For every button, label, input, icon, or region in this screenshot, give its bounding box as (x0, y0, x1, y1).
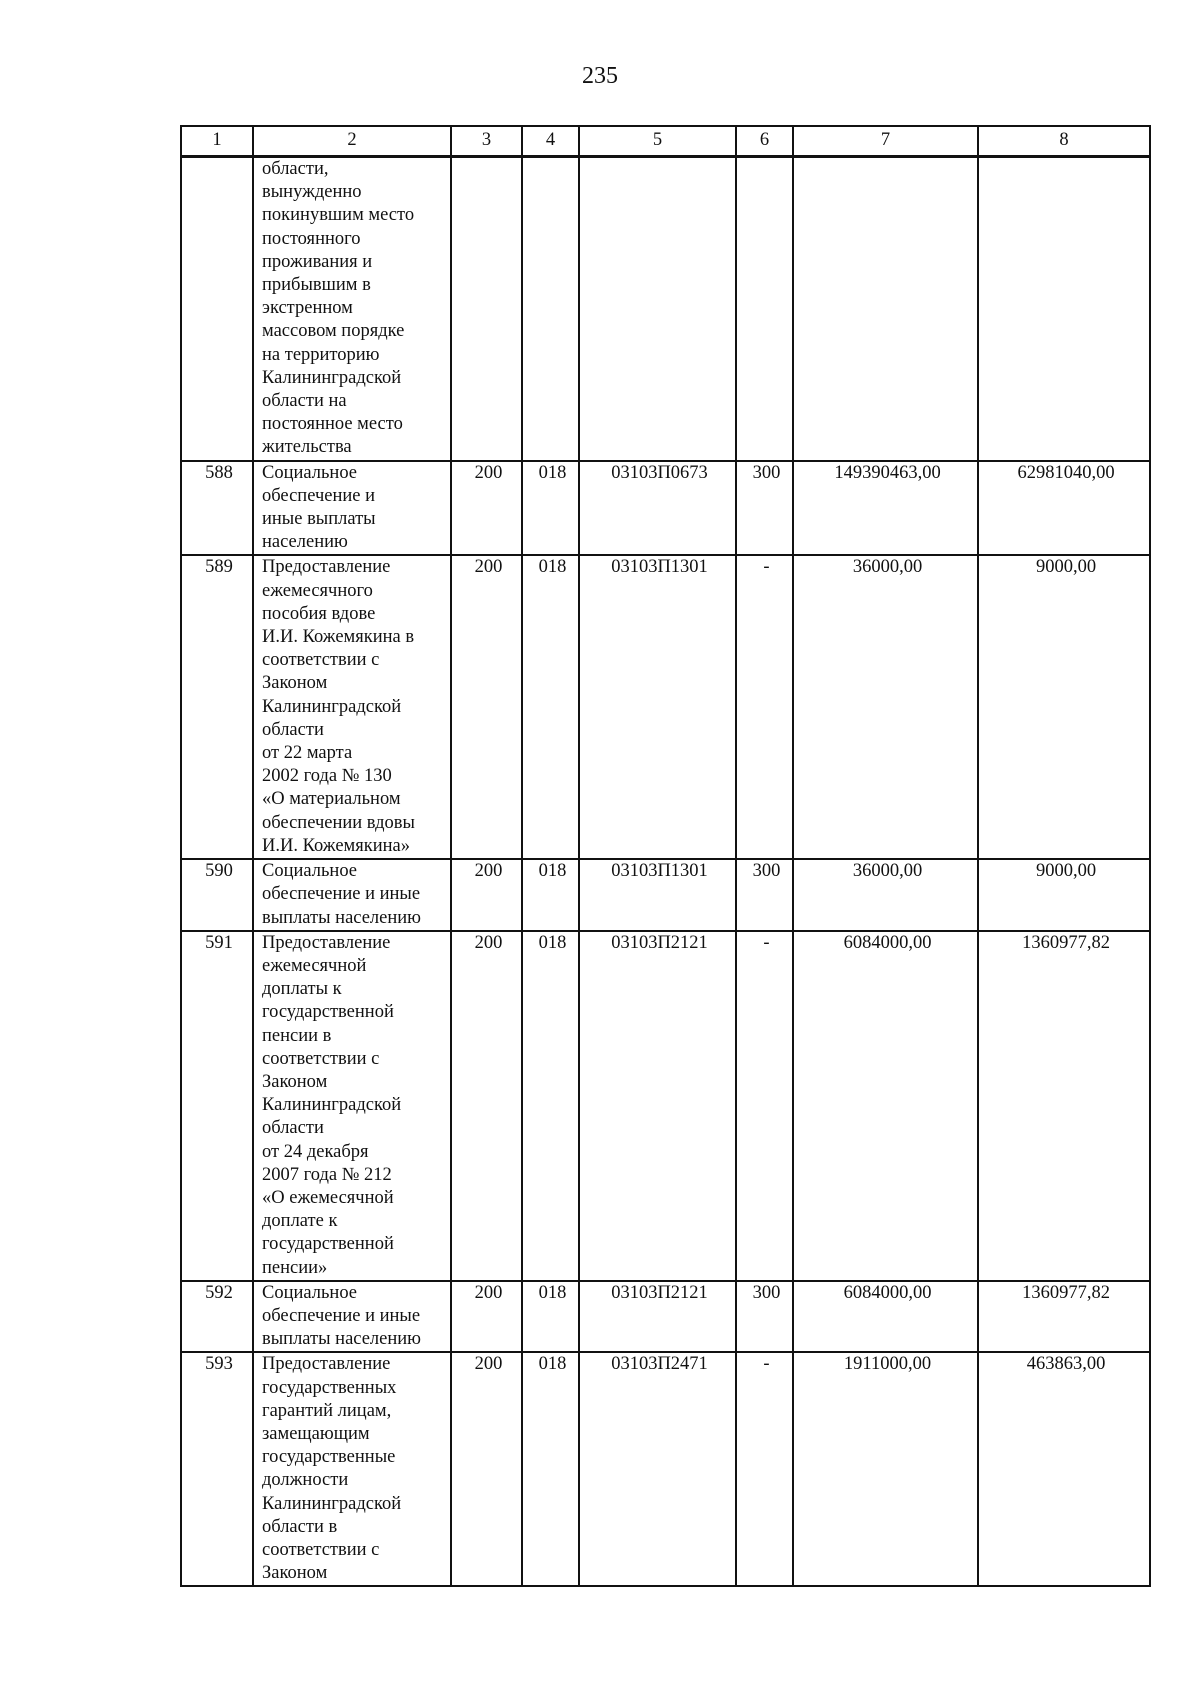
column-3-cell: 200 (451, 1352, 522, 1586)
column-6-cell: 300 (736, 1281, 793, 1353)
row-number-cell: 588 (181, 461, 253, 556)
column-3-cell: 200 (451, 555, 522, 859)
column-4-cell: 018 (522, 1352, 579, 1586)
column-8-amount-cell: 9000,00 (978, 859, 1150, 931)
column-number-header-row (181, 126, 1150, 157)
column-8-amount-cell: 463863,00 (978, 1352, 1150, 1586)
column-header: 2 (253, 126, 451, 157)
column-6-cell: - (736, 1352, 793, 1586)
column-header: 5 (579, 126, 736, 157)
item-name-cell: Предоставление ежемесячной доплаты к государственной пенсии в соответствии с Законом Калининградской области от 24 декабря 2007 года № 212 «О ежемесячной доплате к государственной пенсии» (253, 931, 451, 1281)
column-3-cell: 200 (451, 1281, 522, 1353)
row-number-cell: 589 (181, 555, 253, 859)
column-header: 1 (181, 126, 253, 157)
column-4-cell: 018 (522, 555, 579, 859)
column-5-cell: 03103П2121 (579, 1281, 736, 1353)
column-8-amount-cell: 9000,00 (978, 555, 1150, 859)
column-4-cell (522, 157, 579, 461)
column-3-cell: 200 (451, 931, 522, 1281)
column-header: 6 (736, 126, 793, 157)
column-4-cell: 018 (522, 931, 579, 1281)
row-number-cell: 591 (181, 931, 253, 1281)
column-header: 8 (978, 126, 1150, 157)
item-name-cell: Предоставление ежемесячного пособия вдове И.И. Кожемякина в соответствии с Законом Калининградской области от 22 марта 2002 года № 130 «О материальном обеспечении вдовы И.И. Кожемякина» (253, 555, 451, 859)
table-row (181, 859, 1150, 931)
item-name-cell: Социальное обеспечение и иные выплаты населению (253, 1281, 451, 1353)
row-number-cell: 593 (181, 1352, 253, 1586)
column-3-cell: 200 (451, 461, 522, 556)
column-8-amount-cell: 62981040,00 (978, 461, 1150, 556)
row-number-cell: 592 (181, 1281, 253, 1353)
column-7-amount-cell (793, 157, 978, 461)
column-6-cell: - (736, 931, 793, 1281)
table-row (181, 1352, 1150, 1586)
column-7-amount-cell: 149390463,00 (793, 461, 978, 556)
item-name-cell: Социальное обеспечение и иные выплаты населению (253, 461, 451, 556)
column-7-amount-cell: 6084000,00 (793, 1281, 978, 1353)
column-4-cell: 018 (522, 461, 579, 556)
column-8-amount-cell: 1360977,82 (978, 1281, 1150, 1353)
column-7-amount-cell: 6084000,00 (793, 931, 978, 1281)
column-7-amount-cell: 1911000,00 (793, 1352, 978, 1586)
table-row (181, 555, 1150, 859)
row-number-cell: 590 (181, 859, 253, 931)
column-3-cell (451, 157, 522, 461)
column-5-cell: 03103П0673 (579, 461, 736, 556)
column-5-cell: 03103П1301 (579, 555, 736, 859)
budget-table (180, 125, 1151, 1587)
column-6-cell: 300 (736, 461, 793, 556)
column-header: 4 (522, 126, 579, 157)
column-4-cell: 018 (522, 1281, 579, 1353)
column-7-amount-cell: 36000,00 (793, 859, 978, 931)
table-row (181, 461, 1150, 556)
table-row (181, 1281, 1150, 1353)
column-5-cell: 03103П2121 (579, 931, 736, 1281)
column-6-cell: 300 (736, 859, 793, 931)
item-name-cell: Социальное обеспечение и иные выплаты населению (253, 859, 451, 931)
column-8-amount-cell (978, 157, 1150, 461)
column-5-cell (579, 157, 736, 461)
column-7-amount-cell: 36000,00 (793, 555, 978, 859)
table-row (181, 157, 1150, 461)
column-8-amount-cell: 1360977,82 (978, 931, 1150, 1281)
column-5-cell: 03103П1301 (579, 859, 736, 931)
column-6-cell: - (736, 555, 793, 859)
page-number: 235 (582, 63, 618, 89)
item-name-cell: Предоставление государственных гарантий лицам, замещающим государственные должности Калининградской области в соответствии с Законом (253, 1352, 451, 1586)
column-header: 7 (793, 126, 978, 157)
column-3-cell: 200 (451, 859, 522, 931)
table-row (181, 931, 1150, 1281)
item-name-cell: области, вынужденно покинувшим место постоянного проживания и прибывшим в экстренном массовом порядке на территорию Калининградской области на постоянное место жительства (253, 157, 451, 461)
column-6-cell (736, 157, 793, 461)
column-4-cell: 018 (522, 859, 579, 931)
row-number-cell (181, 157, 253, 461)
column-5-cell: 03103П2471 (579, 1352, 736, 1586)
column-header: 3 (451, 126, 522, 157)
